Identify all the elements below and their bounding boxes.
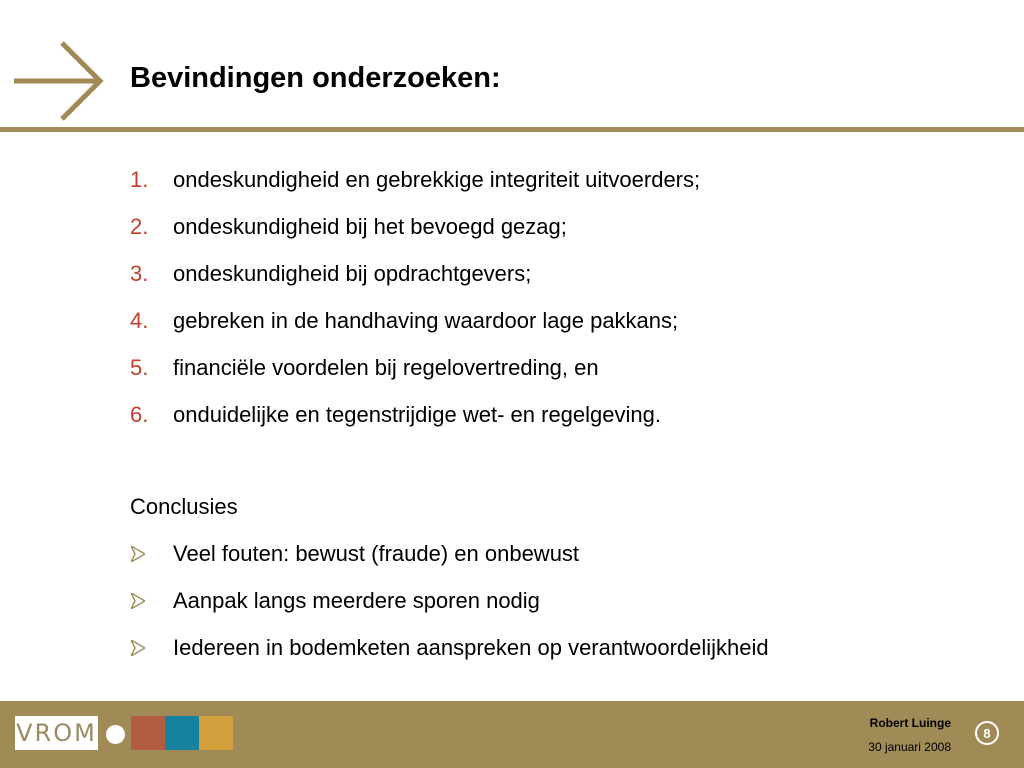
conclusions-list [0,534,1024,675]
conclusion-text: Veel fouten: bewust (fraude) en onbewust [173,541,580,566]
conclusions-heading: Conclusies [130,494,238,519]
conclusion-item [0,581,1024,628]
finding-text: ondeskundigheid bij opdrachtgevers; [173,261,532,286]
conclusion-text: Iedereen in bodemketen aanspreken op verantwoordelijkheid [173,635,769,660]
conclusion-item [0,628,1024,675]
finding-item [0,160,1024,207]
ochre-color-swatch [199,716,233,750]
finding-text: ondeskundigheid en gebrekkige integriteit uitvoerders; [173,167,701,192]
footer-author: Robert Luinge [869,716,951,730]
findings-list [0,160,1024,442]
finding-text: gebreken in de handhaving waardoor lage pakkans; [173,308,679,333]
rust-color-swatch [131,716,165,750]
finding-text: onduidelijke en tegenstrijdige wet- en regelgeving. [173,402,661,427]
finding-number: 1. [130,167,149,192]
footer-bar [0,701,1024,768]
finding-number: 4. [130,308,149,333]
finding-item [0,254,1024,301]
conclusion-item [0,534,1024,581]
finding-text: financiële voordelen bij regelovertreding, en [173,355,599,380]
finding-number: 6. [130,402,149,427]
vrom-logo-text: VROM [16,719,97,747]
finding-number: 3. [130,261,149,286]
finding-number: 5. [130,355,149,380]
footer-date: 30 januari 2008 [868,740,951,754]
arrow-right-icon [14,40,108,122]
finding-item [0,348,1024,395]
finding-number: 2. [130,214,149,239]
finding-item [0,301,1024,348]
slide-title: Bevindingen onderzoeken: [130,62,501,94]
finding-item [0,395,1024,442]
logo-circle-icon [106,725,125,744]
vrom-logo [15,716,98,750]
finding-item [0,207,1024,254]
conclusion-text: Aanpak langs meerdere sporen nodig [173,588,540,613]
page-number-badge: 8 [975,721,999,745]
arrowhead-bullet-icon [131,593,145,609]
arrowhead-bullet-icon [131,546,145,562]
finding-text: ondeskundigheid bij het bevoegd gezag; [173,214,567,239]
title-divider [0,127,1024,132]
teal-color-swatch [165,716,199,750]
arrowhead-bullet-icon [131,640,145,656]
